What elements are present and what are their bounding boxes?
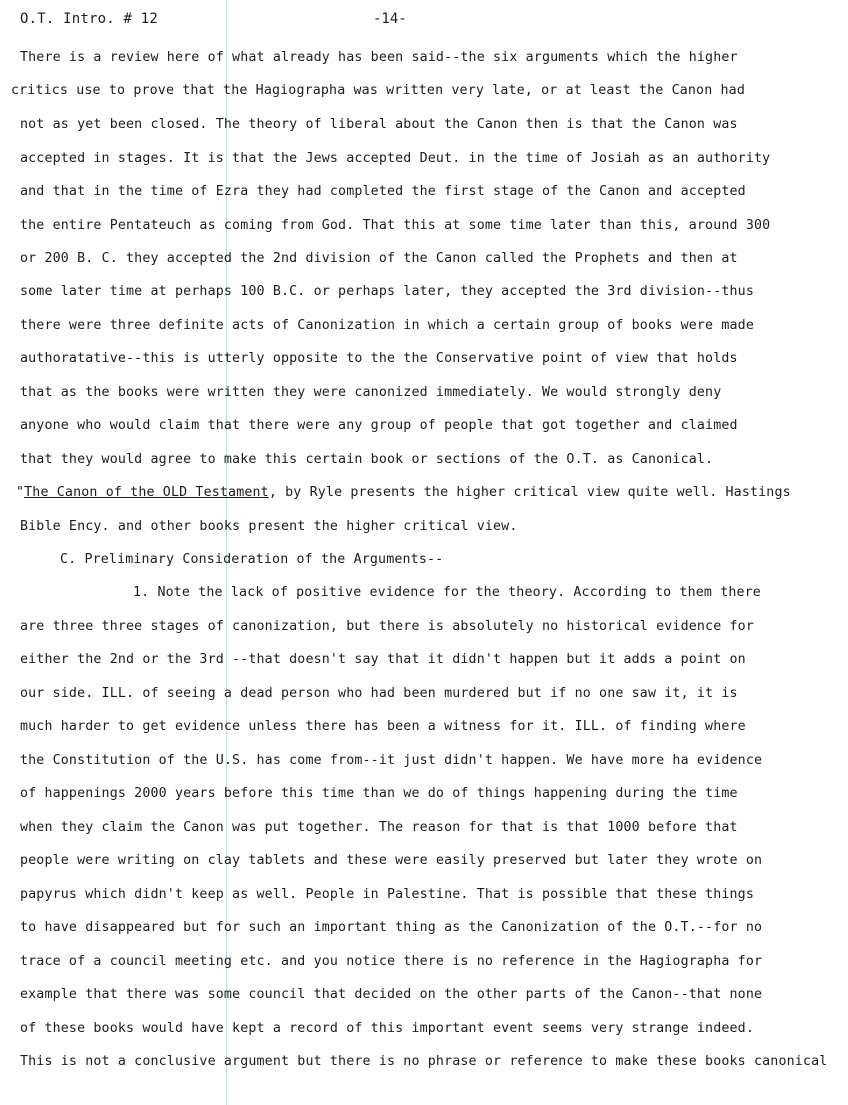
text-line: example that there was some council that decided on the other parts of the Canon--that none	[20, 987, 763, 1002]
text-line: people were writing on clay tablets and these were easily preserved but later they wrote on	[20, 853, 763, 868]
text-line: This is not a conclusive argument but there is no phrase or reference to make these books canonical	[20, 1054, 828, 1069]
text-line: accepted in stages. It is that the Jews accepted Deut. in the time of Josiah as an authority	[20, 151, 771, 166]
open-quote: "	[16, 485, 25, 500]
text-line: the Constitution of the U.S. has come from--it just didn't happen. We have more ha evidence	[20, 753, 763, 768]
text-line: our side. ILL. of seeing a dead person who had been murdered but if no one saw it, it is	[20, 686, 738, 701]
numbered-point: 1. Note the lack of positive evidence for the theory. According to them there	[133, 585, 761, 600]
text-line: much harder to get evidence unless there has been a witness for it. ILL. of finding where	[20, 719, 746, 734]
text-line: There is a review here of what already has been said--the six arguments which the higher	[20, 50, 738, 65]
text-line: critics use to prove that the Hagiographa was written very late, or at least the Canon had	[11, 83, 745, 98]
citation-rest: , by Ryle presents the higher critical view quite well. Hastings	[268, 485, 791, 500]
book-title: The Canon of the OLD Testament	[24, 485, 269, 500]
text-line: to have disappeared but for such an important thing as the Canonization of the O.T.--for no	[20, 920, 763, 935]
text-line: some later time at perhaps 100 B.C. or perhaps later, they accepted the 3rd division--thus	[20, 284, 754, 299]
text-line: and that in the time of Ezra they had completed the first stage of the Canon and accepted	[20, 184, 746, 199]
text-line: that as the books were written they were canonized immediately. We would strongly deny	[20, 385, 722, 400]
citation-line	[16, 485, 791, 500]
text-line: authoratative--this is utterly opposite to the the Conservative point of view that holds	[20, 351, 738, 366]
text-line: not as yet been closed. The theory of liberal about the Canon then is that the Canon was	[20, 117, 738, 132]
text-line: trace of a council meeting etc. and you notice there is no reference in the Hagiographa for	[20, 954, 763, 969]
text-line: Bible Ency. and other books present the higher critical view.	[20, 519, 518, 534]
text-line: anyone who would claim that there were any group of people that got together and claimed	[20, 418, 738, 433]
section-heading: C. Preliminary Consideration of the Arguments--	[60, 552, 444, 567]
text-line: there were three definite acts of Canonization in which a certain group of books were made	[20, 318, 754, 333]
text-line: or 200 B. C. they accepted the 2nd division of the Canon called the Prophets and then at	[20, 251, 738, 266]
text-line: either the 2nd or the 3rd --that doesn't say that it didn't happen but it adds a point on	[20, 652, 746, 667]
text-line: of these books would have kept a record of this important event seems very strange indeed.	[20, 1021, 754, 1036]
text-line: when they claim the Canon was put together. The reason for that is that 1000 before that	[20, 820, 738, 835]
course-header: O.T. Intro. # 12	[20, 11, 159, 27]
page-number: -14-	[373, 11, 407, 27]
text-line: are three three stages of canonization, but there is absolutely no historical evidence for	[20, 619, 754, 634]
text-line: that they would agree to make this certain book or sections of the O.T. as Canonical.	[20, 452, 714, 467]
text-line: the entire Pentateuch as coming from God. That this at some time later than this, around 300	[20, 218, 771, 233]
text-line: of happenings 2000 years before this time than we do of things happening during the time	[20, 786, 738, 801]
text-line: papyrus which didn't keep as well. People in Palestine. That is possible that these things	[20, 887, 754, 902]
